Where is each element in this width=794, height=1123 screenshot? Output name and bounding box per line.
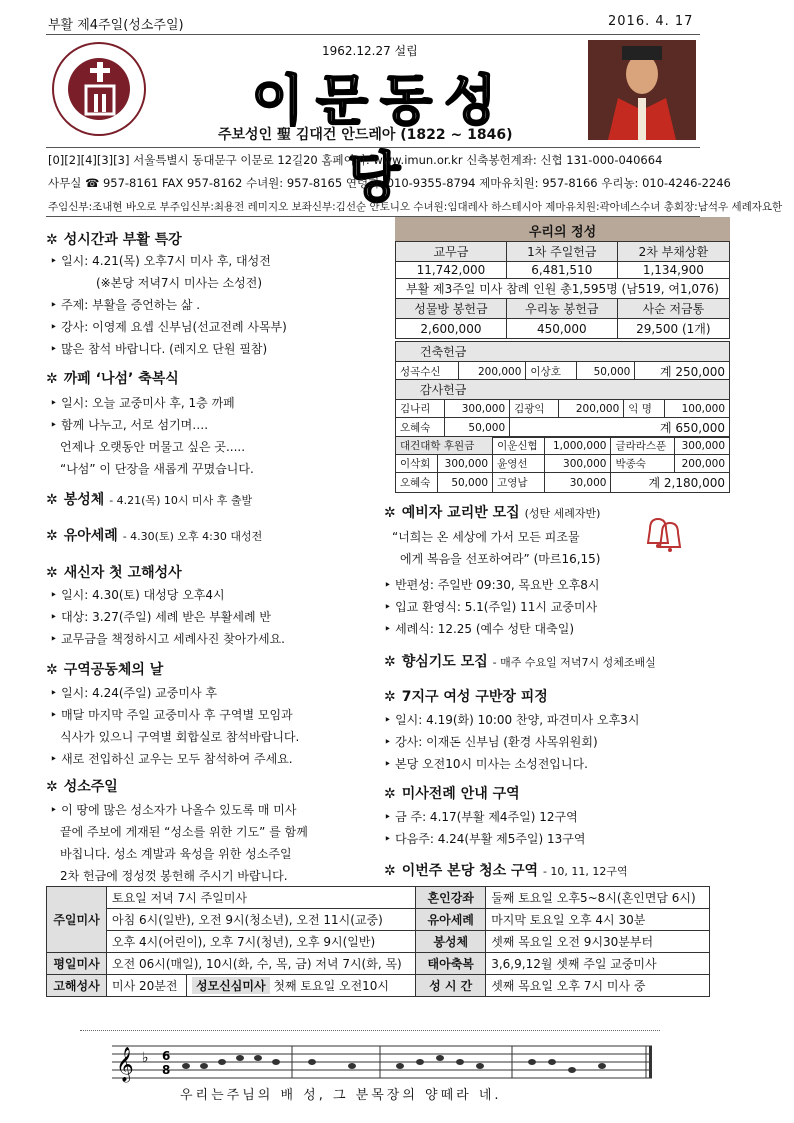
page-title: 이문동성당: [251, 69, 509, 209]
list-item: ‣ 다음주: 4.24(부활 제5주일) 13구역: [384, 832, 586, 846]
section-heading: ✲ 봉성체 - 4.21(목) 10시 미사 후 출발: [46, 492, 253, 508]
svg-text:♭: ♭: [142, 1050, 149, 1066]
section-heading: ✲ 향심기도 모집 - 매주 수요일 저녁7시 성체조배실: [384, 654, 656, 670]
divider: [80, 1030, 660, 1031]
section-heading: ✲ 새신자 첫 고해성사: [46, 565, 182, 581]
quote: “너희는 온 세상에 가서 모든 피조물: [392, 530, 580, 544]
section-heading: ✲ 구역공동체의 날: [46, 662, 164, 678]
section-heading: ✲ 7지구 여성 구반장 피정: [384, 689, 548, 705]
list-item: ‣ 일시: 오늘 교중미사 후, 1층 까페: [50, 396, 235, 410]
finance-table: 교무금 1차 주일헌금 2차 부채상환 11,742,000 6,481,510 1,134,900 부활 제3주일 미사 참례 인원 총1,595명 (남519, 여1,076) 성물방 봉헌금 우리농 봉헌금 사순 저금통 2,600,000 450,000 29,500 (1개): [395, 241, 730, 339]
divider: [46, 147, 700, 148]
list-item: 언제나 오랫동안 머물고 싶은 곳.....: [60, 440, 246, 454]
staff-line: 주임신부:조내현 바오로 부주임신부:최용전 레미지오 보좌신부:김선순 안토니오 수녀원:임대레사 하스테시아 제마유치원:곽아녜스수녀 총회장:남석우 세례자요한: [48, 201, 783, 213]
issue-date: 2016. 4. 17: [608, 14, 694, 29]
list-item: ‣ 새로 전입하신 교우는 모두 참석하여 주세요.: [50, 752, 293, 766]
list-item: ‣ 입교 환영식: 5.1(주일) 11시 교중미사: [384, 600, 598, 614]
list-item: ‣ 일시: 4.24(주일) 교중미사 후: [50, 686, 217, 700]
contact-line-1: [0][2][4][3][3] 서울특별시 동대문구 이문로 12길20 홈페이지: www.imun.or.kr 신축봉헌계좌: 신협 131-000-040664: [48, 153, 663, 167]
list-item: 식사가 있으니 구역별 회합실로 참석바랍니다.: [60, 730, 300, 744]
section-heading: ✲ 예비자 교리반 모집 (성탄 세례자반): [384, 505, 601, 521]
list-item: ‣ 함께 나누고, 서로 섬기며….: [50, 418, 209, 432]
list-item: ‣ 교무금을 책정하시고 세례사진 찾아가세요.: [50, 632, 285, 646]
divider: [46, 34, 700, 35]
bells-icon: [640, 513, 688, 561]
section-heading: ✲ 미사전례 안내 구역: [384, 786, 520, 802]
list-item: 2차 헌금에 정성껏 봉헌해 주시기 바랍니다.: [60, 869, 288, 883]
quote: 에게 복음을 선포하여라” (마르16,15): [400, 552, 601, 566]
section-heading: ✲ 까페 ‘나섬’ 축복식: [46, 371, 179, 387]
saint-portrait-image: [588, 40, 696, 140]
section-heading: ✲ 이번주 본당 청소 구역 - 10, 11, 12구역: [384, 863, 628, 879]
section-heading: ✲ 성소주일: [46, 779, 118, 795]
list-item: ‣ 주제: 부활을 증언하는 삶 .: [50, 298, 201, 312]
list-item: ‣ 대상: 3.27(주일) 세례 받은 부활세례 반: [50, 610, 271, 624]
list-item: 끝에 주보에 게재된 “성소를 위한 기도” 를 함께: [60, 825, 308, 839]
building-fund-table: 건축헌금 성곡수신 200,000 이상호 50,000 계 250,000: [395, 341, 730, 382]
svg-text:𝄞: 𝄞: [116, 1047, 134, 1082]
list-item: ‣ 반편성: 주일반 09:30, 목요반 오후8시: [384, 578, 600, 592]
patron-saint: 주보성인 聖 김대건 안드레아 (1822 ~ 1846): [218, 127, 513, 143]
thanks-offering-table: 감사헌금 김나리 300,000 김광익 200,000 익 명 100,000 오혜숙 50,000 계 650,000: [395, 379, 730, 438]
parish-logo: [52, 42, 146, 136]
finance-banner: 우리의 정성: [395, 217, 730, 241]
list-item: ‣ 세례식: 12.25 (예수 성탄 대축일): [384, 622, 575, 636]
contact-line-2: 사무실 ☎ 957-8161 FAX 957-8162 수녀원: 957-8165 연령회: 010-9355-8794 제마유치원: 957-8166 우리농: 010-4246-2246: [48, 176, 731, 190]
list-item: ‣ 강사: 이영제 요셉 신부님(선교전례 사목부): [50, 320, 287, 334]
list-item: ‣ 일시: 4.21(목) 오후7시 미사 후, 대성전: [50, 254, 271, 268]
svg-text:6: 6: [162, 1049, 171, 1063]
section-heading: ✲ 유아세례 - 4.30(토) 오후 4:30 대성전: [46, 528, 263, 544]
list-item: ‣ 본당 오전10시 미사는 소성전입니다.: [384, 757, 588, 771]
svg-text:8: 8: [162, 1063, 171, 1077]
list-item: ‣ 일시: 4.19(화) 10:00 찬양, 파견미사 오후3시: [384, 713, 640, 727]
list-item: ‣ 강사: 이재돈 신부님 (환경 사목위원회): [384, 735, 598, 749]
mass-schedule-table: 주일미사 토요일 저녁 7시 주일미사 혼인강좌 둘째 토요일 오후5~8시(혼인면담 6시) 아침 6시(일반), 오전 9시(청소년), 오전 11시(교중) 유아세례 마지막 토요일 오후 4시 30분 오후 4시(어린이), 오후 7시(청년), 오후 9시(일반) 봉성체 셋째 목요일 오전 9시30분부터 평일미사 오전 06시(매일), 10시(화, 수, 목, 금) 저녁 7시(화, 목) 태아축복 3,6,9,12월 셋째 주일 교중미사 고해성사 미사 20분전 성모신심미사 첫째 토요일 오전10시 성 시 간 셋째 목요일 오후 7시 미사 중: [46, 886, 710, 997]
issue-label: 부활 제4주일(성소주일): [48, 18, 184, 33]
section-heading: ✲ 성시간과 부활 특강: [46, 232, 182, 248]
founded-date: 1962.12.27 설립: [322, 44, 418, 58]
list-item: ‣ 일시: 4.30(토) 대성당 오후4시: [50, 588, 225, 602]
song-lyrics: 우리는주님의 배 성, 그 분목장의 양떼라 네.: [180, 1088, 502, 1103]
list-item: 바칩니다. 성소 계발과 육성을 위한 성소주일: [60, 847, 292, 861]
university-support-table: 대건대학 후원금 이운신협 1,000,000 글라라스푼 300,000 이삭회 300,000 윤영선 300,000 박종숙 200,000 오혜숙 50,000 고영남 30,000 계 2,180,000: [395, 436, 730, 493]
list-item: “나섬” 이 단장을 새롭게 꾸몄습니다.: [60, 462, 254, 476]
list-item: ‣ 매달 마지막 주일 교중미사 후 구역별 모임과: [50, 708, 293, 722]
list-item: ‣ 이 땅에 많은 성소자가 나올수 있도록 매 미사: [50, 803, 297, 817]
list-item: ‣ 많은 참석 바랍니다. (레지오 단원 필참): [50, 342, 268, 356]
list-item: ‣ 금 주: 4.17(부활 제4주일) 12구역: [384, 810, 578, 824]
music-staff: [112, 1040, 660, 1084]
list-item: (※본당 저녁7시 미사는 소성전): [96, 276, 263, 290]
